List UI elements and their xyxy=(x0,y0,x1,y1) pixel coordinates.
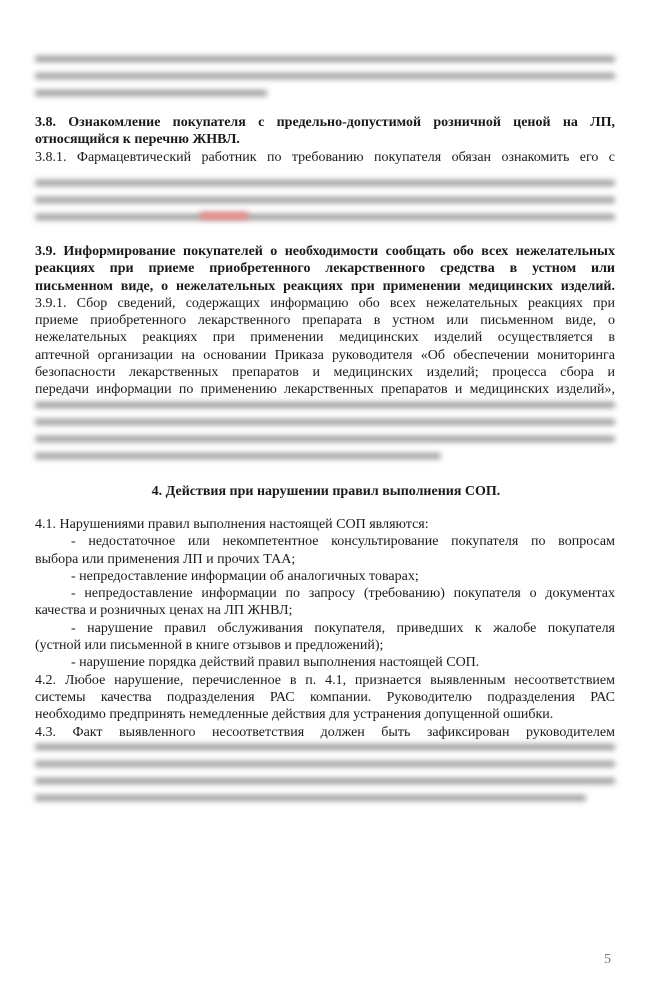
section-heading-line: 3.9. Информирование покупателей о необходимости сообщать обо всех нежелательных xyxy=(35,244,615,259)
section-3-9 xyxy=(35,243,615,399)
section-heading-line: письменном виде, о нежелательных реакциях при применении медицинских изделий. xyxy=(35,278,615,294)
paragraph-line: 4.2. Любое нарушение, перечисленное в п. 4.1, признается выявленным несоответствием xyxy=(35,672,615,688)
redacted-text-3-8-1 xyxy=(35,180,615,231)
section-3-8 xyxy=(35,114,615,166)
paragraph-line: - нарушение правил обслуживания покупателя, приведших к жалобе покупателя xyxy=(71,620,615,636)
redacted-text-top xyxy=(35,56,615,107)
paragraph-line: аптечной организации на основании Приказа руководителя «Об обеспечении мониторинга xyxy=(35,347,615,363)
paragraph-line: 3.8.1. Фармацевтический работник по требованию покупателя обязан ознакомить его с xyxy=(35,149,615,165)
redacted-text-3-9-1 xyxy=(35,402,615,470)
paragraph-line: передачи информации по применению лекарственных препаратов и медицинских изделий», xyxy=(35,382,615,398)
paragraph-line: 4.1. Нарушениями правил выполнения настоящей СОП являются: xyxy=(35,517,429,532)
paragraph-line: (устной или письменной в книге отзывов и предложений); xyxy=(35,638,384,654)
page-number: 5 xyxy=(604,952,611,967)
paragraph-line: выбора или применения ЛП и прочих ТАА; xyxy=(35,551,296,567)
paragraph-line: - непредоставление информации по запросу (требованию) покупателя о документах xyxy=(71,586,615,602)
paragraph-line: нежелательных реакциях при применении медицинских изделий осуществляется в xyxy=(35,330,615,346)
paragraph-line: - непредоставление информации об аналогичных товарах; xyxy=(71,568,419,584)
paragraph-line: безопасности лекарственных препаратов и медицинских изделий; процесса сбора и xyxy=(35,365,615,381)
paragraph-line: системы качества подразделения РАС компании. Руководителю подразделения РАС xyxy=(35,689,615,705)
paragraph-line: - нарушение порядка действий правил выполнения настоящей СОП. xyxy=(71,655,480,671)
paragraph-line: 3.9.1. Сбор сведений, содержащих информацию обо всех нежелательных реакциях при xyxy=(35,295,615,311)
section-4-title: 4. Действия при нарушении правил выполнения СОП. xyxy=(151,484,501,499)
paragraph-line: необходимо предпринять немедленные действия для устранения допущенной ошибки. xyxy=(35,707,554,723)
paragraph-line: 4.3. Факт выявленного несоответствия должен быть зафиксирован руководителем xyxy=(35,724,615,740)
section-heading-line: 3.8. Ознакомление покупателя с предельно-допустимой розничной ценой на ЛП, xyxy=(35,115,615,130)
redacted-highlight xyxy=(200,212,248,219)
paragraph-line: приеме приобретенного лекарственного препарата в устном или письменном виде, о xyxy=(35,313,615,329)
section-heading-line: относящийся к перечню ЖНВЛ. xyxy=(35,132,240,148)
paragraph-line: - недостаточное или некомпетентное консультирование покупателя по вопросам xyxy=(71,534,615,550)
section-heading-line: реакциях при приеме приобретенного лекарственного средства в устном или xyxy=(35,261,615,277)
paragraph-line: качества и розничных ценах на ЛП ЖНВЛ; xyxy=(35,603,293,619)
redacted-text-4-3 xyxy=(35,744,615,812)
section-4 xyxy=(35,516,615,741)
